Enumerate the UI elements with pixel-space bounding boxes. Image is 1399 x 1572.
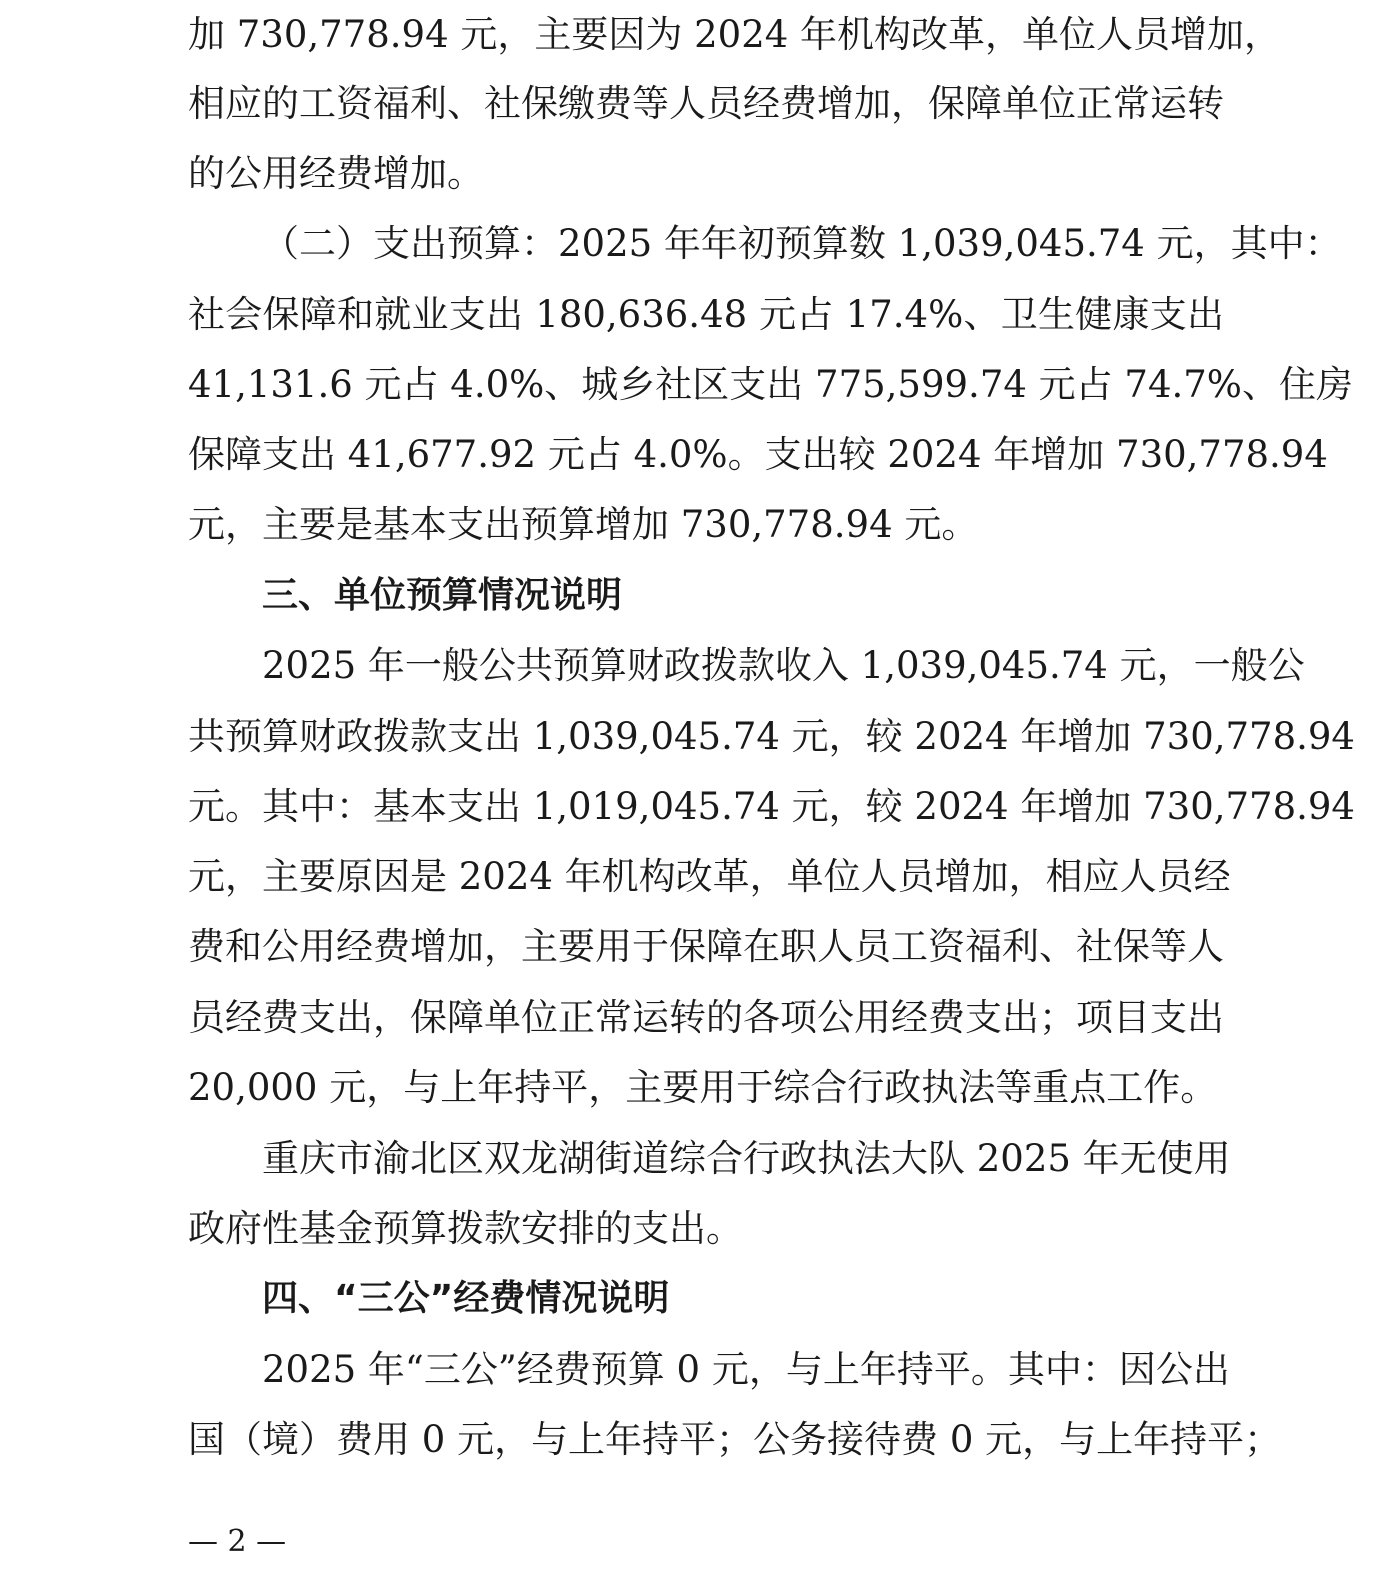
body-line: 的公用经费增加。 <box>188 152 484 195</box>
body-line: 共预算财政拨款支出 1,039,045.74 元，较 2024 年增加 730,778.94 <box>188 715 1355 758</box>
body-line: 2025 年“三公”经费预算 0 元，与上年持平。其中：因公出 <box>262 1348 1230 1391</box>
body-line: 元，主要是基本支出预算增加 730,778.94 元。 <box>188 503 979 546</box>
body-line: 费和公用经费增加，主要用于保障在职人员工资福利、社保等人 <box>188 925 1224 968</box>
body-line: 41,131.6 元占 4.0%、城乡社区支出 775,599.74 元占 74.7%、住房 <box>188 363 1353 406</box>
body-line: 元。其中：基本支出 1,019,045.74 元，较 2024 年增加 730,778.94 <box>188 785 1355 828</box>
body-line: 员经费支出，保障单位正常运转的各项公用经费支出；项目支出 <box>188 996 1224 1039</box>
body-line: 国（境）费用 0 元，与上年持平；公务接待费 0 元，与上年持平； <box>188 1418 1282 1461</box>
body-line: 社会保障和就业支出 180,636.48 元占 17.4%、卫生健康支出 <box>188 293 1224 336</box>
body-line: 保障支出 41,677.92 元占 4.0%。支出较 2024 年增加 730,778.94 <box>188 433 1328 476</box>
section-heading: 四、“三公”经费情况说明 <box>262 1278 670 1319</box>
body-line: 重庆市渝北区双龙湖街道综合行政执法大队 2025 年无使用 <box>262 1137 1231 1180</box>
page-number: — 2 — <box>188 1524 287 1559</box>
body-line: 加 730,778.94 元，主要因为 2024 年机构改革，单位人员增加， <box>188 13 1282 56</box>
body-line: 元，主要原因是 2024 年机构改革，单位人员增加，相应人员经 <box>188 855 1231 898</box>
body-line: （二）支出预算：2025 年年初预算数 1,039,045.74 元，其中： <box>262 222 1342 265</box>
body-line: 2025 年一般公共预算财政拨款收入 1,039,045.74 元，一般公 <box>262 644 1305 687</box>
body-line: 相应的工资福利、社保缴费等人员经费增加，保障单位正常运转 <box>188 82 1224 125</box>
body-line: 20,000 元，与上年持平，主要用于综合行政执法等重点工作。 <box>188 1066 1218 1109</box>
section-heading: 三、单位预算情况说明 <box>262 575 623 616</box>
body-line: 政府性基金预算拨款安排的支出。 <box>188 1207 743 1250</box>
